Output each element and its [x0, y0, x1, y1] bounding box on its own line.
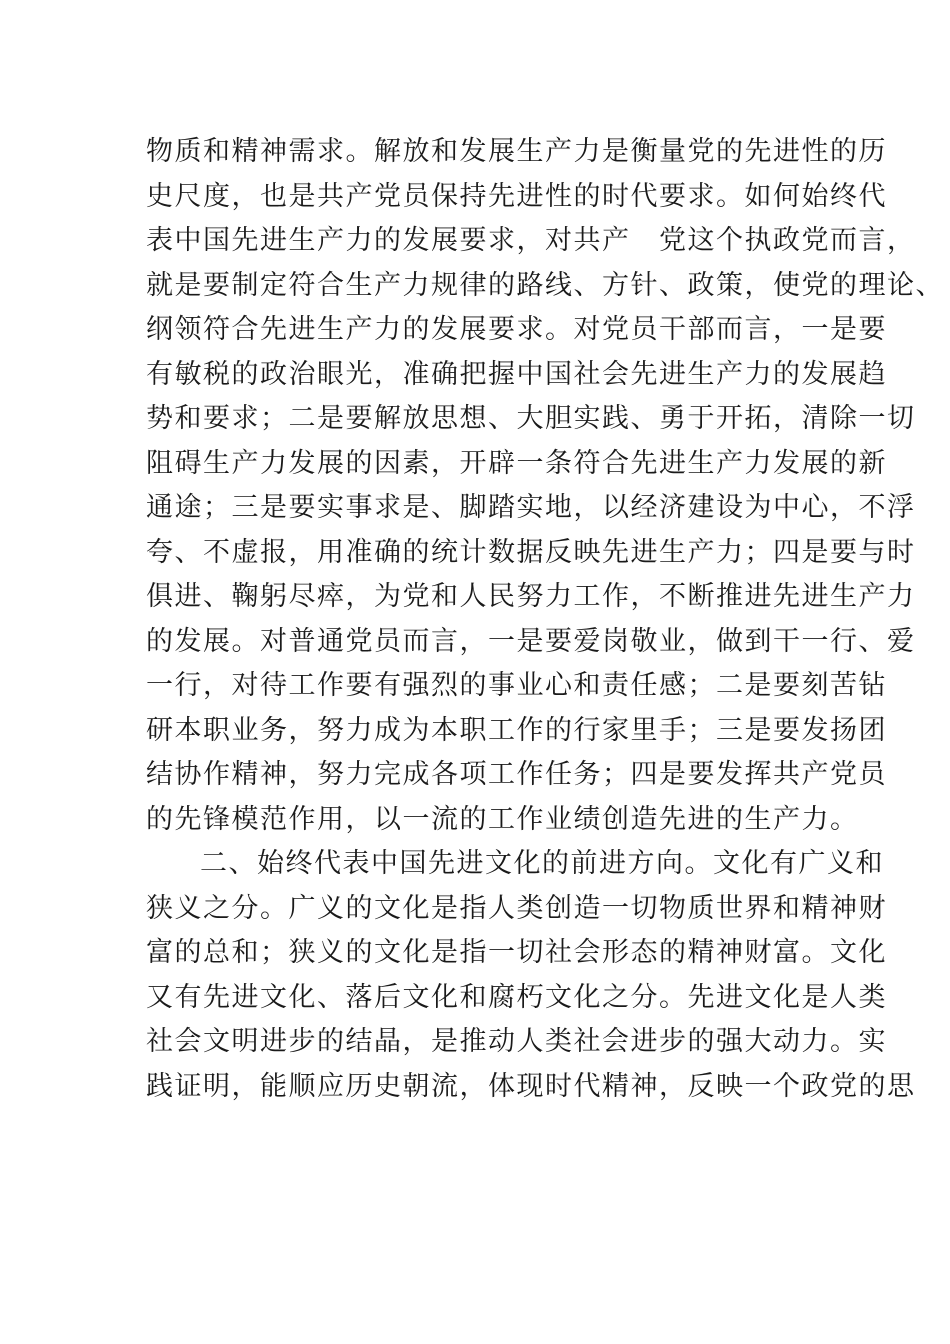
- text-line: 一行，对待工作要有强烈的事业心和责任感；二是要刻苦钻: [146, 670, 887, 701]
- text-line: 俱进、鞠躬尽瘁，为党和人民努力工作，不断推进先进生产力: [146, 581, 916, 612]
- paragraph-start-line: 二、始终代表中国先进文化的前进方向。文化有广义和: [200, 848, 884, 879]
- text-line: 结协作精神，努力完成各项工作任务；四是要发挥共产党员: [146, 759, 887, 790]
- text-line: 研本职业务，努力成为本职工作的行家里手；三是要发扬团: [146, 714, 887, 746]
- body-text: [146, 130, 944, 1109]
- text-line: 纲领符合先进生产力的发展要求。对党员干部而言，一是要: [146, 314, 887, 345]
- text-line: 又有先进文化、落后文化和腐朽文化之分。先进文化是人类: [146, 981, 887, 1013]
- text-line: 阻碍生产力发展的因素，开辟一条符合先进生产力发展的新: [146, 447, 887, 479]
- text-line: 的发展。对普通党员而言，一是要爱岗敬业，做到干一行、爱: [146, 625, 916, 657]
- text-line: 史尺度，也是共产党员保持先进性的时代要求。如何始终代: [146, 180, 887, 212]
- text-line: 表中国先进生产力的发展要求，对共产 党这个执政党而言，: [146, 225, 916, 256]
- text-line: 富的总和；狭义的文化是指一切社会形态的精神财富。文化: [146, 937, 887, 968]
- text-line: 势和要求；二是要解放思想、大胆实践、勇于开拓，清除一切: [146, 403, 916, 434]
- text-line: 社会文明进步的结晶，是推动人类社会进步的强大动力。实: [146, 1026, 887, 1057]
- text-line: 物质和精神需求。解放和发展生产力是衡量党的先进性的历: [146, 136, 887, 167]
- text-line: 就是要制定符合生产力规律的路线、方针、政策，使党的理论、: [146, 269, 944, 301]
- text-line: 通途；三是要实事求是、脚踏实地，以经济建设为中心，不浮: [146, 492, 916, 523]
- text-line: 践证明，能顺应历史朝流，体现时代精神，反映一个政党的思: [146, 1070, 916, 1102]
- text-line: 的先锋模范作用，以一流的工作业绩创造先进的生产力。: [146, 803, 859, 835]
- text-line: 有敏税的政治眼光，准确把握中国社会先进生产力的发展趋: [146, 358, 887, 390]
- text-line: 夸、不虚报，用准确的统计数据反映先进生产力；四是要与时: [146, 536, 916, 568]
- text-line: 狭义之分。广义的文化是指人类创造一切物质世界和精神财: [146, 892, 887, 924]
